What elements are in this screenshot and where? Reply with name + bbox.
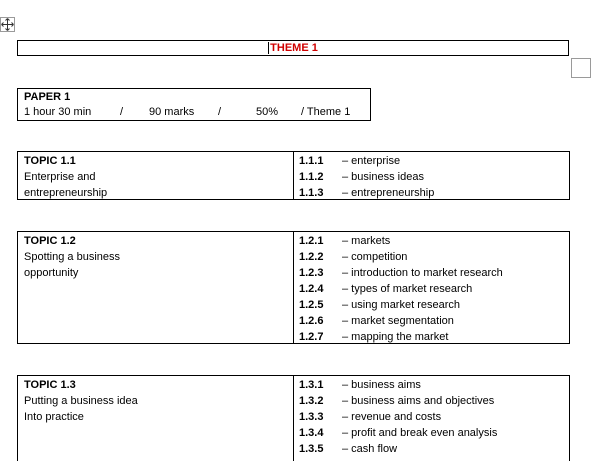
paper-title: PAPER 1 — [24, 91, 71, 103]
topic-heading: TOPIC 1.3 — [24, 379, 76, 391]
topic-name-line: Putting a business idea — [24, 395, 138, 407]
topic-name-line: Into practice — [24, 411, 84, 423]
subtopic-text: – enterprise — [342, 155, 401, 167]
topic-name-line: entrepreneurship — [24, 187, 108, 199]
topic-title-cell[interactable] — [24, 377, 138, 425]
paper-percent: 50% — [256, 106, 279, 118]
column-divider — [293, 232, 294, 343]
subtopic-number: 1.2.6 — [299, 315, 324, 327]
subtopic-number: 1.1.3 — [299, 187, 324, 199]
subtopic-text: – business ideas — [342, 171, 424, 183]
subtopic-text: – cash flow — [342, 443, 398, 455]
subtopic-text: – using market research — [342, 299, 460, 311]
subtopic-text: – types of market research — [342, 283, 473, 295]
subtopic-number: 1.1.1 — [299, 155, 324, 167]
subtopic-text: – business aims — [342, 379, 421, 391]
subtopic-number: 1.2.1 — [299, 235, 324, 247]
topic-title-cell[interactable] — [24, 233, 120, 281]
subtopic-number: 1.2.5 — [299, 299, 324, 311]
paper-info-cell[interactable] — [17, 88, 371, 121]
subtopic-text: – introduction to market research — [342, 267, 503, 279]
paper-separator: / — [120, 106, 124, 118]
subtopic-number: 1.3.3 — [299, 411, 324, 423]
topic-table-1-2[interactable] — [17, 231, 570, 344]
paper-duration: 1 hour 30 min — [24, 106, 92, 118]
theme-header-cell[interactable] — [17, 40, 569, 56]
topic-name-line: Spotting a business — [24, 251, 121, 263]
column-divider — [293, 152, 294, 199]
subtopic-number: 1.3.4 — [299, 427, 324, 439]
subtopic-number: 1.2.7 — [299, 331, 324, 343]
subtopic-number: 1.3.2 — [299, 395, 324, 407]
paper-separator: / — [218, 106, 222, 118]
topic-heading: TOPIC 1.1 — [24, 155, 76, 167]
subtopic-text: – entrepreneurship — [342, 187, 435, 199]
subtopic-number: 1.1.2 — [299, 171, 324, 183]
subtopic-text: – business aims and objectives — [342, 395, 495, 407]
subtopic-text: – mapping the market — [342, 331, 449, 343]
subtopic-text: – market segmentation — [342, 315, 454, 327]
paper-marks: 90 marks — [149, 106, 195, 118]
subtopic-number: 1.3.1 — [299, 379, 324, 391]
subtopic-number: 1.2.4 — [299, 283, 324, 295]
subtopic-number: 1.2.3 — [299, 267, 324, 279]
topic-name-line: Enterprise and — [24, 171, 96, 183]
subtopic-text: – revenue and costs — [342, 411, 442, 423]
subtopic-text: – competition — [342, 251, 408, 263]
topic-name-line: opportunity — [24, 267, 79, 279]
table-move-handle-icon[interactable] — [0, 17, 15, 32]
column-divider — [293, 376, 294, 461]
subtopic-number: 1.2.2 — [299, 251, 324, 263]
theme-title: THEME 1 — [270, 42, 318, 54]
subtopic-text: – profit and break even analysis — [342, 427, 498, 439]
paper-theme: / Theme 1 — [301, 106, 351, 118]
table-resize-handle[interactable] — [571, 58, 591, 78]
subtopic-text: – markets — [342, 235, 391, 247]
topic-table-1-1[interactable] — [17, 151, 570, 200]
topic-table-1-3[interactable] — [17, 375, 570, 461]
topic-title-cell[interactable] — [24, 153, 107, 201]
topic-heading: TOPIC 1.2 — [24, 235, 76, 247]
subtopic-number: 1.3.5 — [299, 443, 324, 455]
